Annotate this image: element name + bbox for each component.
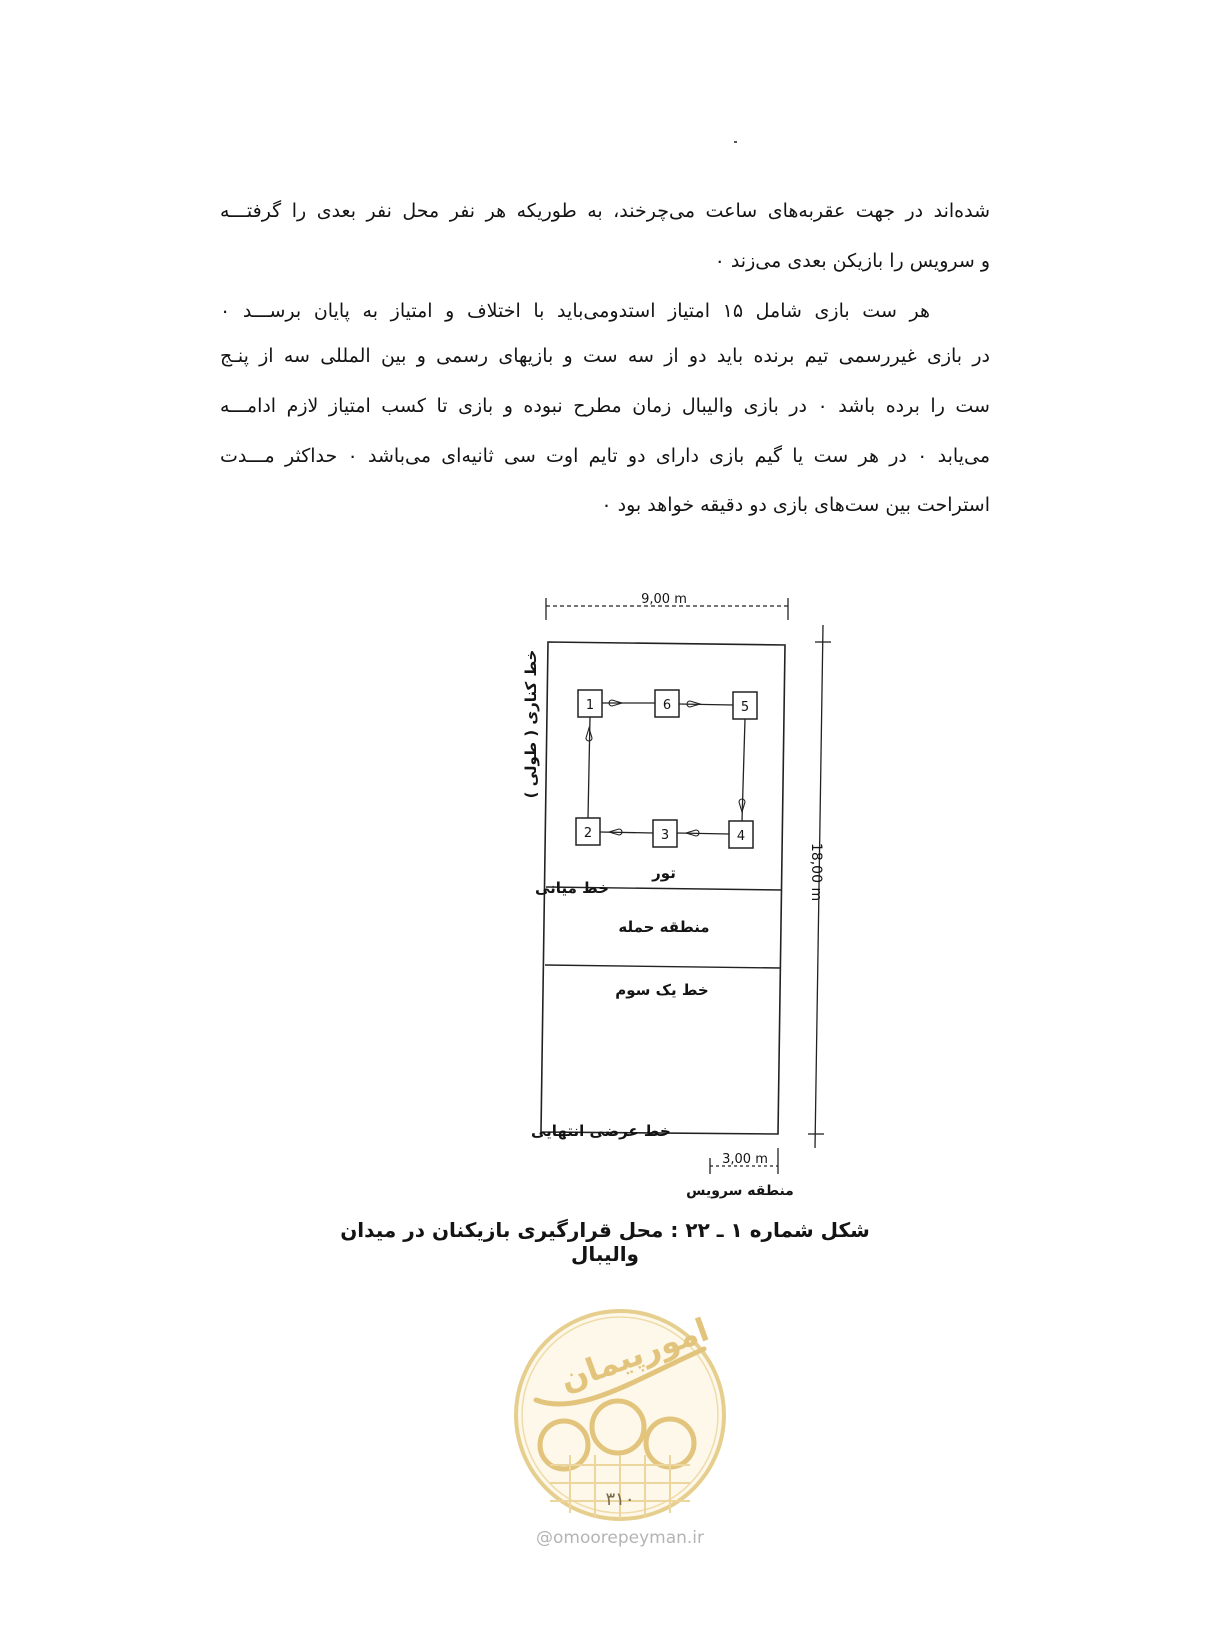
centerline-label: خط میانی [535,879,609,897]
figure-caption: شکل شماره ۱ ـ ۲۲ : محل قرارگیری بازیکنان در میدان والیبال [340,1218,870,1266]
text-line-5: ست را برده باشد ۰ در بازی والیبال زمان مطرح نبوده و بازی تا کسب امتیاز لازم ادامـــه [220,395,990,417]
player-3-label: 3 [660,828,670,843]
net-label: تور [652,864,676,882]
player-5-label: 5 [740,700,750,715]
sideline-label: خط کناری ( طولی ) [522,649,540,799]
text-line-3: هر ست بازی شامل ۱۵ امتیاز استدومی‌باید با اختلاف و امتیاز به پایان برســـد ۰ [220,300,931,322]
player-4-label: 4 [736,829,746,844]
logo-lettering: امورپیمان [554,1310,714,1400]
attack-line [545,965,781,968]
watermark-page-number: ۳۱۰ [605,1489,635,1510]
text-line-1: شده‌اند در جهت عقربه‌های ساعت می‌چرخند، به طوریکه هر نفر محل نفر بعدی را گرفتـــه [220,200,990,222]
text-line-4: در بازی غیررسمی تیم برنده باید دو از سه ست و بازیهای رسمی و بین المللی سه از پنـج [220,345,990,367]
attack-zone-label: منطقه حمله [618,918,710,936]
service-width-label: 3,00 m [722,1152,768,1167]
width-label: 9,00 m [641,592,687,607]
text-line-2: و سرویس را بازیکن بعدی می‌زند ۰ [714,250,990,272]
service-zone-label: منطقه سرویس [686,1183,794,1199]
text-line-6: می‌یابد ۰ در هر ست یا گیم بازی دارای دو تایم اوت سی ثانیه‌ای می‌باشد ۰ حداکثر مـــدت [220,445,990,467]
text-line-7: استراحت بین ست‌های بازی دو دقیقه خواهد بود ۰ [601,494,990,516]
third-line-label: خط یک سوم [615,981,709,999]
watermark-site: @omoorepeyman.ir [535,1528,705,1548]
player-6-label: 6 [662,698,672,713]
player-2-label: 2 [583,826,593,841]
length-label: 18,00 m [808,842,824,902]
omoorepeyman-logo [510,1305,730,1525]
player-1-label: 1 [585,698,595,713]
player-rotation [576,690,757,848]
endline-label: خط عرضی انتهایی [531,1122,671,1140]
